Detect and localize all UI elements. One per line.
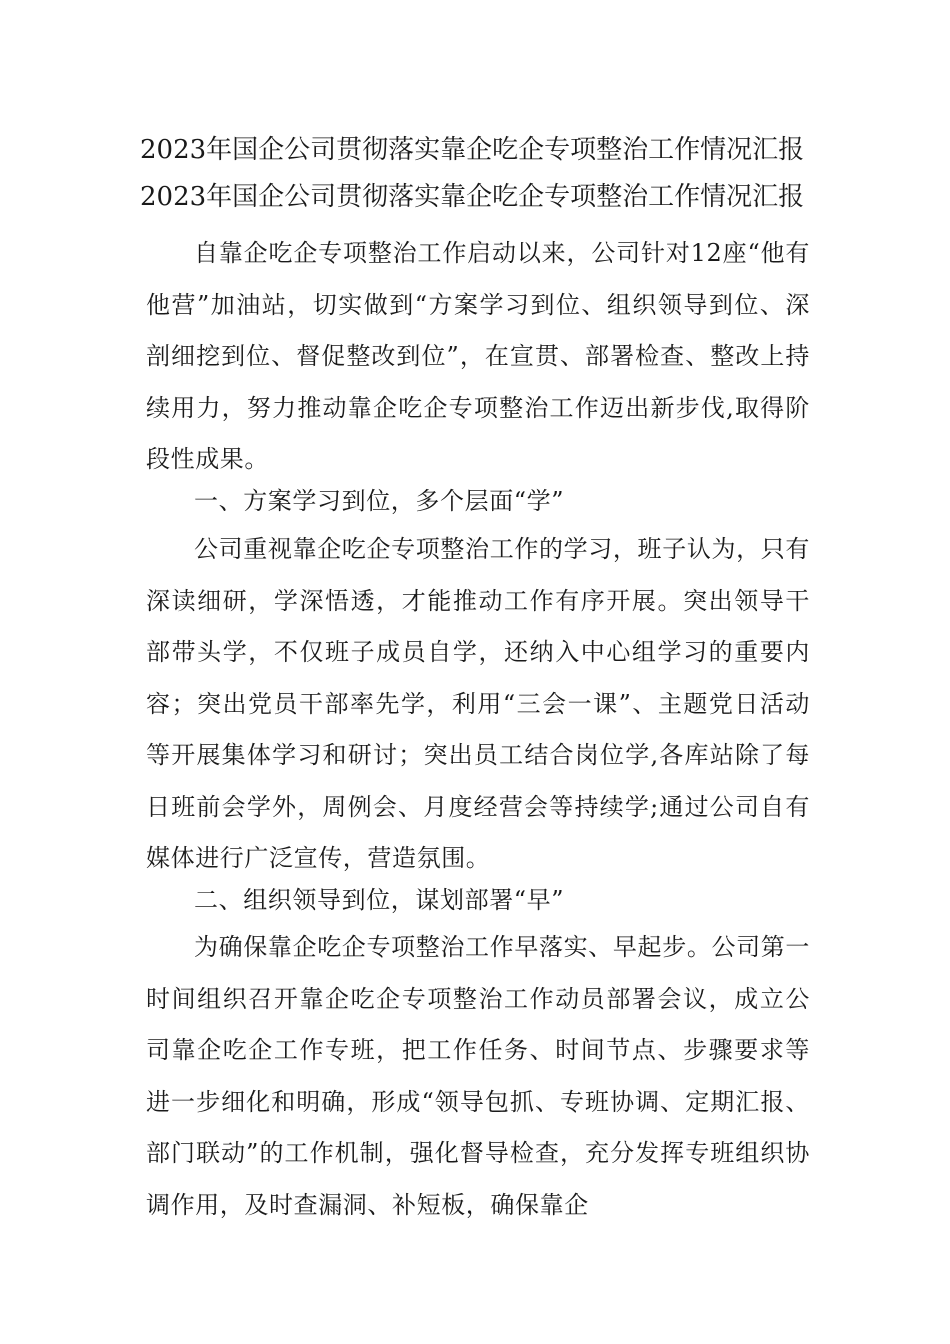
section-heading-1: 一、方案学习到位，多个层面“学” xyxy=(194,487,565,515)
document-title: 2023年国企公司贯彻落实靠企吃企专项整治工作情况汇报 xyxy=(140,135,805,165)
section-2-paragraph: 为确保靠企吃企专项整治工作早落实、早起步。公司第一时间组织召开靠企吃企专项整治工作动员部署会议，成立公司靠企吃企工作专班，把工作任务、时间节点、步骤要求等进一步细化和明确，形成“领导包抓、专班协调、定期汇报、部门联动”的工作机制，强化督导检查，充分发挥专班组织协调作用，及时查漏洞、补短板，确保靠企 xyxy=(146,933,810,1219)
intro-paragraph: 自靠企吃企专项整治工作启动以来，公司针对12座“他有他营”加油站，切实做到“方案学习到位、组织领导到位、深剖细挖到位、督促整改到位”，在宣贯、部署检查、整改上持续用力，努力推动靠企吃企专项整治工作迈出新步伐,取得阶段性成果。 xyxy=(146,239,810,473)
section-heading-2: 二、组织领导到位，谋划部署“早” xyxy=(194,886,565,914)
document-title-repeat: 2023年国企公司贯彻落实靠企吃企专项整治工作情况汇报 xyxy=(140,182,805,212)
section-1-paragraph: 公司重视靠企吃企专项整治工作的学习，班子认为，只有深读细研，学深悟透，才能推动工作有序开展。突出领导干部带头学，不仅班子成员自学，还纳入中心组学习的重要内容；突出党员干部率先学，利用“三会一课”、主题党日活动等开展集体学习和研讨；突出员工结合岗位学,各库站除了每日班前会学外，周例会、月度经营会等持续学;通过公司自有媒体进行广泛宣传，营造氛围。 xyxy=(146,535,810,872)
